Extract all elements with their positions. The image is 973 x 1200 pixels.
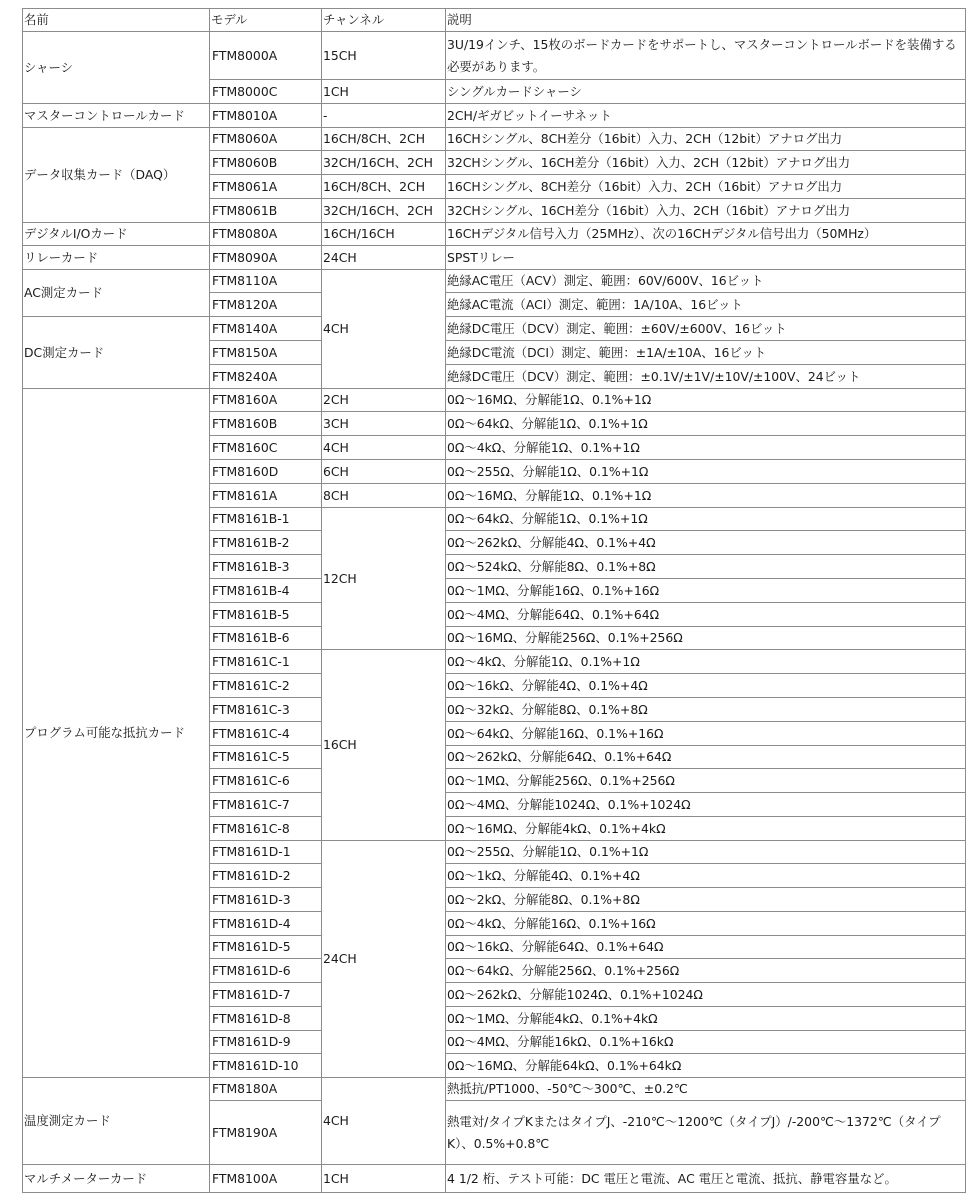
description-cell: 0Ω～64kΩ、分解能16Ω、0.1%+16Ω [446,722,966,746]
header-model: モデル [210,9,322,32]
channel-cell: 4CH [322,1078,446,1165]
category-cell: デジタルI/Oカード [23,223,210,246]
model-cell: FTM8161B-6 [210,627,322,650]
model-cell: FTM8061B [210,199,322,223]
category-cell: シャーシ [23,32,210,104]
model-cell: FTM8160B [210,412,322,436]
table-row [23,128,966,151]
table-row [23,317,966,341]
table-row [23,1078,966,1101]
description-cell: 3U/19インチ、15枚のボードカードをサポートし、マスターコントロールボードを装備する必要があります。 [446,32,966,80]
model-cell: FTM8161B-3 [210,555,322,579]
description-cell: 0Ω～524kΩ、分解能8Ω、0.1%+8Ω [446,555,966,579]
table-row [23,389,966,412]
model-cell: FTM8161C-6 [210,769,322,793]
table-row [23,32,966,80]
description-cell: 16CHシングル、8CH差分（16bit）入力、2CH（16bit）アナログ出力 [446,175,966,199]
description-cell: 0Ω～262kΩ、分解能64Ω、0.1%+64Ω [446,746,966,769]
model-cell: FTM8240A [210,365,322,389]
description-cell: 熱抵抗/PT1000、-50℃～300℃、±0.2℃ [446,1078,966,1101]
model-cell: FTM8161D-1 [210,841,322,864]
model-cell: FTM8180A [210,1078,322,1101]
description-cell: 0Ω～4kΩ、分解能16Ω、0.1%+16Ω [446,912,966,936]
description-cell: シングルカードシャーシ [446,80,966,104]
category-cell: データ収集カード（DAQ） [23,128,210,223]
model-cell: FTM8161C-3 [210,698,322,722]
channel-cell: 16CH/8CH、2CH [322,128,446,151]
description-cell: 0Ω～1MΩ、分解能16Ω、0.1%+16Ω [446,579,966,603]
description-cell: 0Ω～1MΩ、分解能256Ω、0.1%+256Ω [446,769,966,793]
header-channel: チャンネル [322,9,446,32]
channel-cell: 1CH [322,1165,446,1193]
description-cell: 0Ω～4MΩ、分解能1024Ω、0.1%+1024Ω [446,793,966,817]
description-cell: 0Ω～64kΩ、分解能1Ω、0.1%+1Ω [446,412,966,436]
model-cell: FTM8060B [210,151,322,175]
description-cell: 0Ω～16MΩ、分解能64kΩ、0.1%+64kΩ [446,1054,966,1078]
model-cell: FTM8100A [210,1165,322,1193]
description-cell: 0Ω～4kΩ、分解能1Ω、0.1%+1Ω [446,650,966,674]
model-cell: FTM8161C-4 [210,722,322,746]
description-cell: 16CHデジタル信号入力（25MHz）、次の16CHデジタル信号出力（50MHz） [446,223,966,246]
model-cell: FTM8161D-3 [210,888,322,912]
description-cell: 0Ω～16MΩ、分解能1Ω、0.1%+1Ω [446,389,966,412]
channel-cell: 16CH/8CH、2CH [322,175,446,199]
channel-cell: 24CH [322,841,446,1078]
model-cell: FTM8000C [210,80,322,104]
description-cell: 0Ω～16MΩ、分解能256Ω、0.1%+256Ω [446,627,966,650]
description-cell: 2CH/ギガビットイーサネット [446,104,966,128]
table-row [23,104,966,128]
description-cell: 0Ω～262kΩ、分解能4Ω、0.1%+4Ω [446,531,966,555]
description-cell: 絶縁DC電流（DCI）測定、範囲：±1A/±10A、16ビット [446,341,966,365]
description-cell: 絶縁DC電圧（DCV）測定、範囲：±0.1V/±1V/±10V/±100V、24ビット [446,365,966,389]
channel-cell: 32CH/16CH、2CH [322,151,446,175]
model-cell: FTM8161C-2 [210,674,322,698]
channel-cell: 24CH [322,246,446,270]
description-cell: 0Ω～64kΩ、分解能1Ω、0.1%+1Ω [446,508,966,531]
header-description: 説明 [446,9,966,32]
header-name: 名前 [23,9,210,32]
description-cell: 0Ω～255Ω、分解能1Ω、0.1%+1Ω [446,841,966,864]
model-cell: FTM8140A [210,317,322,341]
model-cell: FTM8161D-6 [210,959,322,983]
model-cell: FTM8161C-5 [210,746,322,769]
model-cell: FTM8160A [210,389,322,412]
model-cell: FTM8160C [210,436,322,460]
category-cell: プログラム可能な抵抗カード [23,389,210,1078]
model-cell: FTM8000A [210,32,322,80]
channel-cell: 2CH [322,389,446,412]
description-cell: 絶縁DC電圧（DCV）測定、範囲：±60V/±600V、16ビット [446,317,966,341]
channel-cell: 32CH/16CH、2CH [322,199,446,223]
description-cell: 0Ω～16MΩ、分解能4kΩ、0.1%+4kΩ [446,817,966,841]
model-cell: FTM8161B-5 [210,603,322,627]
table-row [23,246,966,270]
channel-cell: 16CH [322,650,446,841]
description-cell: 4 1/2 桁、テスト可能：DC 電圧と電流、AC 電圧と電流、抵抗、静電容量など。 [446,1165,966,1193]
channel-cell: 12CH [322,508,446,650]
model-cell: FTM8161C-8 [210,817,322,841]
description-cell: 0Ω～1kΩ、分解能4Ω、0.1%+4Ω [446,864,966,888]
table-row [23,223,966,246]
description-cell: 絶縁AC電流（ACI）測定、範囲：1A/10A、16ビット [446,293,966,317]
header-row [23,9,966,32]
channel-cell: 4CH [322,270,446,389]
model-cell: FTM8150A [210,341,322,365]
description-cell: 16CHシングル、8CH差分（16bit）入力、2CH（12bit）アナログ出力 [446,128,966,151]
model-cell: FTM8090A [210,246,322,270]
model-cell: FTM8161D-5 [210,936,322,959]
channel-cell: - [322,104,446,128]
model-cell: FTM8161A [210,484,322,508]
model-cell: FTM8161B-1 [210,508,322,531]
model-cell: FTM8190A [210,1101,322,1165]
description-cell: 0Ω～16kΩ、分解能64Ω、0.1%+64Ω [446,936,966,959]
description-cell: 0Ω～16MΩ、分解能1Ω、0.1%+1Ω [446,484,966,508]
model-cell: FTM8010A [210,104,322,128]
channel-cell: 4CH [322,436,446,460]
model-cell: FTM8061A [210,175,322,199]
description-cell: 絶縁AC電圧（ACV）測定、範囲：60V/600V、16ビット [446,270,966,293]
model-cell: FTM8161D-7 [210,983,322,1007]
spec-table [22,8,966,1193]
description-cell: 32CHシングル、16CH差分（16bit）入力、2CH（16bit）アナログ出力 [446,199,966,223]
model-cell: FTM8060A [210,128,322,151]
description-cell: 0Ω～255Ω、分解能1Ω、0.1%+1Ω [446,460,966,484]
model-cell: FTM8110A [210,270,322,293]
description-cell: 0Ω～32kΩ、分解能8Ω、0.1%+8Ω [446,698,966,722]
description-cell: 0Ω～4MΩ、分解能16kΩ、0.1%+16kΩ [446,1031,966,1054]
channel-cell: 3CH [322,412,446,436]
model-cell: FTM8080A [210,223,322,246]
description-cell: SPSTリレー [446,246,966,270]
category-cell: DC測定カード [23,317,210,389]
table-row [23,270,966,293]
description-cell: 0Ω～262kΩ、分解能1024Ω、0.1%+1024Ω [446,983,966,1007]
model-cell: FTM8161D-4 [210,912,322,936]
table-row [23,1165,966,1193]
description-cell: 0Ω～1MΩ、分解能4kΩ、0.1%+4kΩ [446,1007,966,1031]
category-cell: マスターコントロールカード [23,104,210,128]
category-cell: 温度測定カード [23,1078,210,1165]
model-cell: FTM8161D-2 [210,864,322,888]
channel-cell: 16CH/16CH [322,223,446,246]
category-cell: AC測定カード [23,270,210,317]
channel-cell: 1CH [322,80,446,104]
model-cell: FTM8161D-8 [210,1007,322,1031]
channel-cell: 6CH [322,460,446,484]
channel-cell: 15CH [322,32,446,80]
channel-cell: 8CH [322,484,446,508]
description-cell: 0Ω～4MΩ、分解能64Ω、0.1%+64Ω [446,603,966,627]
model-cell: FTM8161C-1 [210,650,322,674]
model-cell: FTM8161D-9 [210,1031,322,1054]
description-cell: 0Ω～2kΩ、分解能8Ω、0.1%+8Ω [446,888,966,912]
model-cell: FTM8120A [210,293,322,317]
description-cell: 0Ω～16kΩ、分解能4Ω、0.1%+4Ω [446,674,966,698]
description-cell: 0Ω～64kΩ、分解能256Ω、0.1%+256Ω [446,959,966,983]
description-cell: 熱電対/タイプKまたはタイプJ、-210℃～1200℃（タイプJ）/-200℃～1372℃（タイプK）、0.5%+0.8℃ [446,1101,966,1165]
category-cell: マルチメーターカード [23,1165,210,1193]
description-cell: 32CHシングル、16CH差分（16bit）入力、2CH（12bit）アナログ出力 [446,151,966,175]
model-cell: FTM8161D-10 [210,1054,322,1078]
model-cell: FTM8161B-2 [210,531,322,555]
model-cell: FTM8161C-7 [210,793,322,817]
model-cell: FTM8160D [210,460,322,484]
category-cell: リレーカード [23,246,210,270]
description-cell: 0Ω～4kΩ、分解能1Ω、0.1%+1Ω [446,436,966,460]
model-cell: FTM8161B-4 [210,579,322,603]
